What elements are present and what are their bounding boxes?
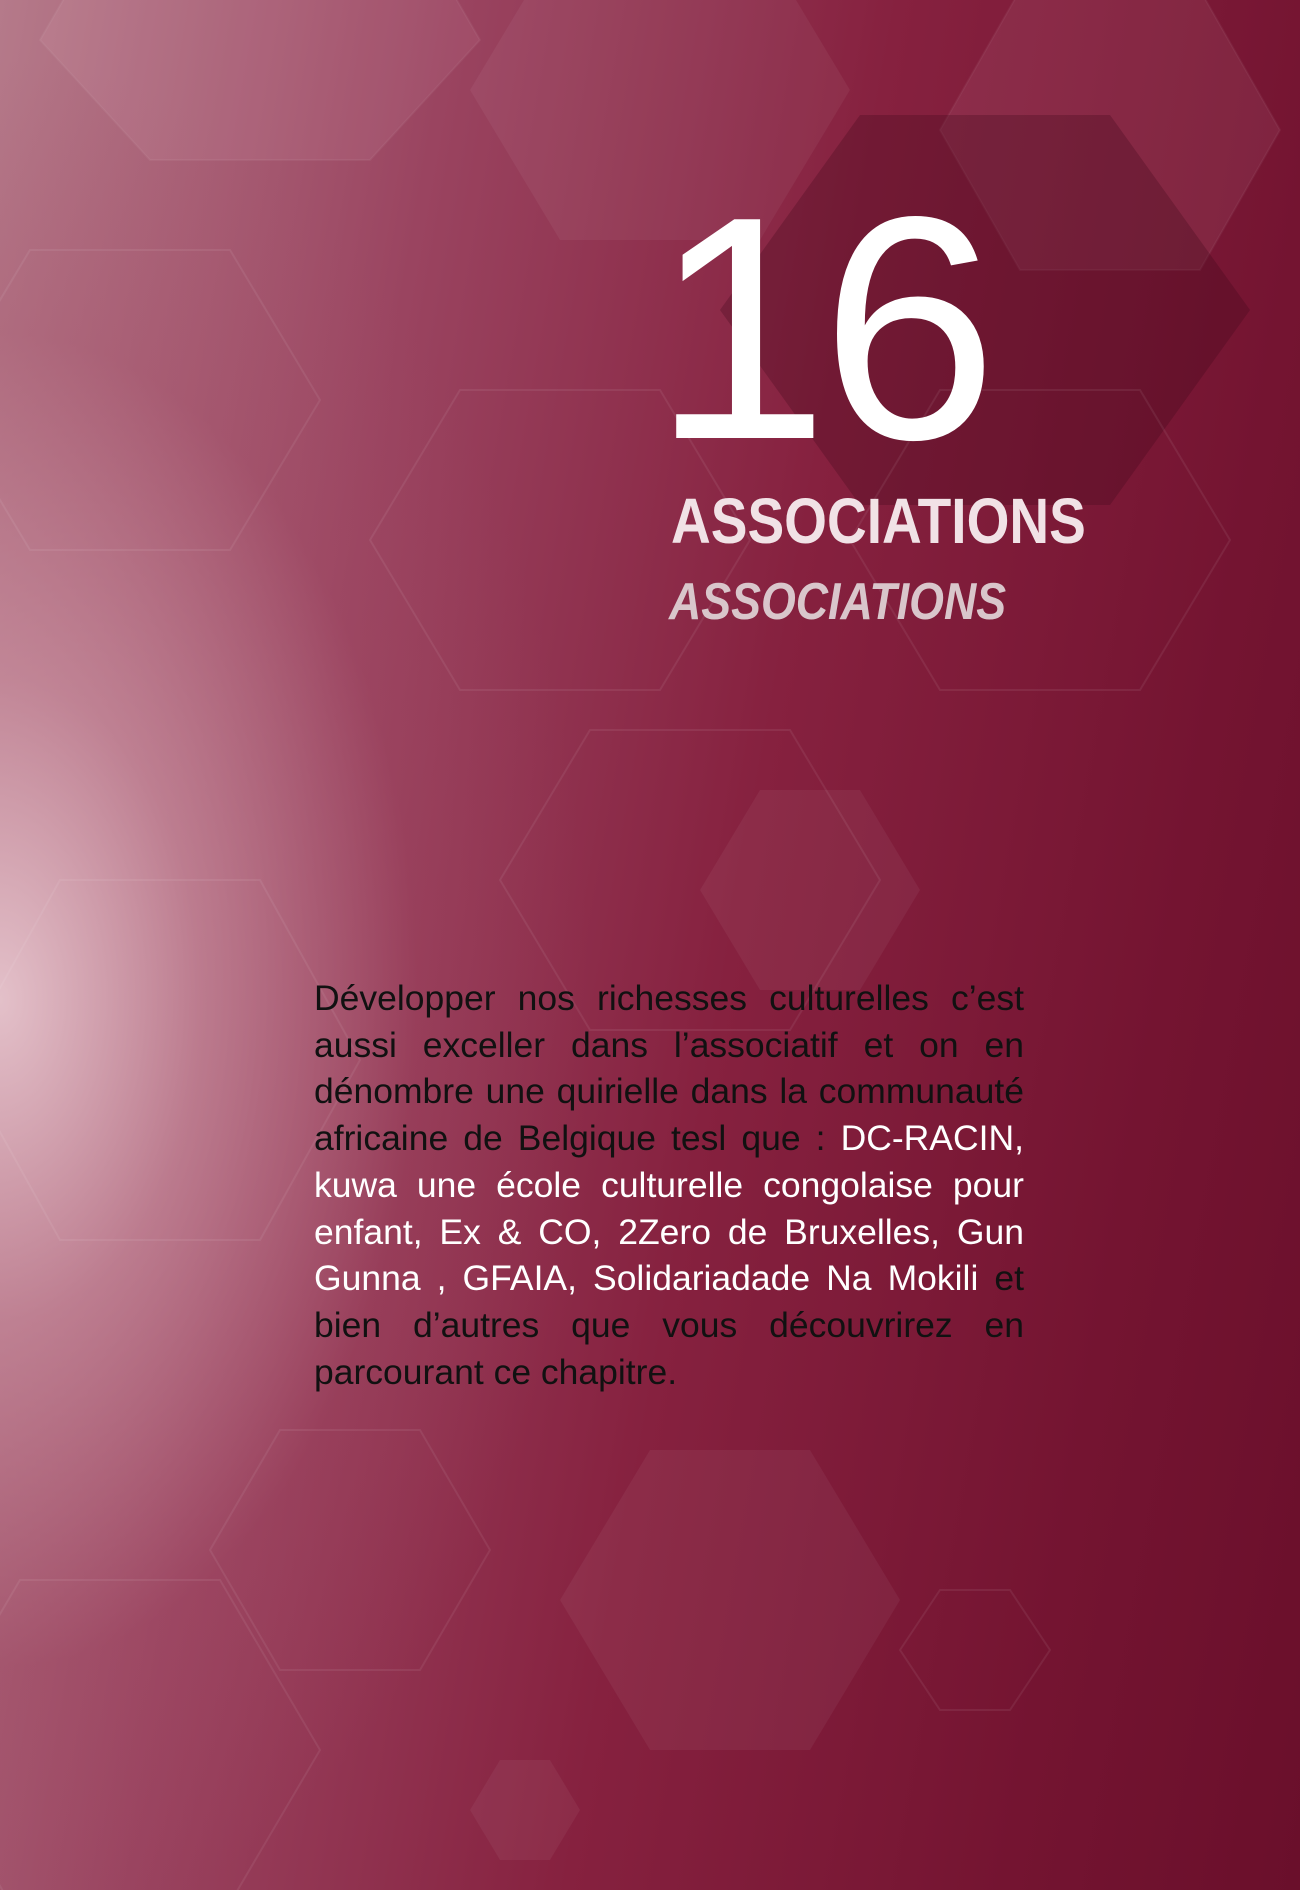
hexagon-shape (0, 250, 320, 550)
hexagon-shape (900, 1590, 1050, 1710)
intro-paragraph (314, 975, 1024, 1395)
hexagon-shape (560, 1450, 900, 1750)
intro-text-part: et bien d’autres que vous découvrirez en parcourant ce chapitre. (314, 1258, 1024, 1392)
hexagon-shape (0, 880, 360, 1240)
chapter-number: 16 (652, 151, 990, 506)
chapter-title: ASSOCIATIONS (671, 485, 1086, 557)
chapter-subtitle: ASSOCIATIONS (669, 573, 1007, 631)
hexagon-shape (40, 0, 480, 160)
association-names-highlight: DC-RACIN, kuwa une école culturelle congolaise pour enfant, Ex & CO, 2Zero de Bruxelles, Gun Gunna , GFAIA, Solidariadade Na Mokili (314, 1118, 1024, 1299)
hexagon-shape (700, 790, 920, 990)
intro-text-part: Développer nos richesses culturelles c’est aussi exceller dans l’associatif et on en dénombre une quirielle dans la communauté africaine de Belgique tesl que : (314, 978, 1024, 1159)
hexagon-shape (470, 1760, 580, 1860)
hexagon-shape (0, 1580, 320, 1890)
